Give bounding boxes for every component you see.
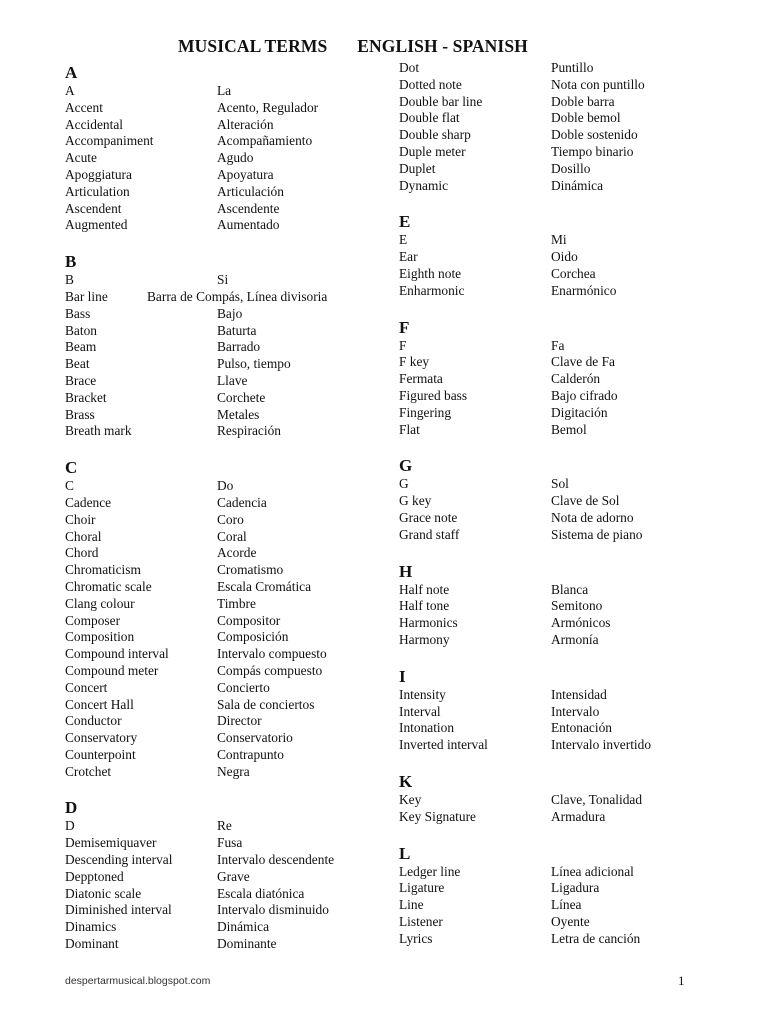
section-letter: A bbox=[65, 63, 78, 82]
english-term: D bbox=[65, 818, 75, 834]
spanish-term: Compás compuesto bbox=[217, 662, 323, 678]
term-row bbox=[399, 266, 729, 283]
spanish-term: Intervalo disminuido bbox=[217, 902, 329, 918]
spanish-term: Armonía bbox=[551, 631, 599, 647]
english-term: Harmony bbox=[399, 631, 450, 647]
term-row bbox=[399, 704, 729, 721]
english-term: Choir bbox=[65, 511, 96, 527]
spanish-term: Articulación bbox=[217, 183, 284, 199]
term-row bbox=[65, 764, 375, 781]
english-term: Dotted note bbox=[399, 76, 462, 92]
term-row bbox=[399, 77, 729, 94]
spanish-term: Acompañamiento bbox=[217, 133, 313, 149]
english-term: Flat bbox=[399, 421, 420, 437]
spanish-term: Timbre bbox=[217, 595, 256, 611]
spanish-term: Dominante bbox=[217, 936, 277, 952]
section-letter: C bbox=[65, 458, 78, 478]
english-term: Cadence bbox=[65, 494, 112, 510]
term-row bbox=[399, 598, 729, 615]
term-row bbox=[65, 852, 375, 869]
section-l bbox=[399, 844, 729, 948]
spanish-term: Dosillo bbox=[551, 160, 591, 176]
english-term: Concert Hall bbox=[65, 696, 134, 712]
english-term: G key bbox=[399, 493, 432, 509]
term-row bbox=[65, 100, 375, 117]
english-term: Composer bbox=[65, 612, 121, 628]
term-row bbox=[399, 60, 729, 77]
english-term: Articulation bbox=[65, 183, 130, 199]
term-row bbox=[65, 680, 375, 697]
spanish-term: Armónicos bbox=[551, 615, 611, 631]
term-row bbox=[399, 110, 729, 127]
term-row bbox=[399, 931, 729, 948]
english-term: Accompaniment bbox=[65, 133, 154, 149]
spanish-term: Digitación bbox=[551, 404, 608, 420]
spanish-term: Armadura bbox=[551, 808, 606, 824]
spanish-term: Coral bbox=[217, 528, 247, 544]
term-row bbox=[399, 405, 729, 422]
term-row bbox=[399, 476, 729, 493]
term-row bbox=[399, 94, 729, 111]
spanish-term: Apoyatura bbox=[217, 166, 274, 182]
term-row bbox=[65, 818, 375, 835]
spanish-term: Baturta bbox=[217, 322, 257, 338]
term-row bbox=[399, 737, 729, 754]
term-row bbox=[65, 323, 375, 340]
spanish-term: Nota con puntillo bbox=[551, 76, 645, 92]
term-row bbox=[399, 232, 729, 249]
english-term: Figured bass bbox=[399, 387, 468, 403]
spanish-term: Llave bbox=[217, 372, 248, 388]
english-term: Eighth note bbox=[399, 265, 462, 281]
term-row bbox=[65, 697, 375, 714]
english-term: B bbox=[65, 272, 74, 288]
spanish-term: Letra de canción bbox=[551, 930, 641, 946]
english-term: Dominant bbox=[65, 936, 119, 952]
english-term: Accent bbox=[65, 99, 103, 115]
term-row bbox=[65, 613, 375, 630]
term-row bbox=[65, 407, 375, 424]
term-row bbox=[65, 579, 375, 596]
english-term: Counterpoint bbox=[65, 746, 136, 762]
spanish-term: Línea adicional bbox=[551, 863, 634, 879]
term-row bbox=[65, 83, 375, 100]
spanish-term: Doble bemol bbox=[551, 110, 621, 126]
page-number: 1 bbox=[678, 973, 685, 988]
english-term: Dot bbox=[399, 60, 420, 75]
english-term: Listener bbox=[399, 913, 443, 929]
spanish-term: Director bbox=[217, 713, 262, 729]
english-term: Line bbox=[399, 897, 424, 913]
section-d bbox=[65, 798, 375, 952]
english-term: G bbox=[399, 476, 409, 492]
term-row bbox=[65, 423, 375, 440]
section-i bbox=[399, 667, 729, 754]
english-term: F bbox=[399, 337, 407, 353]
section-letter: E bbox=[399, 212, 411, 232]
spanish-term: Concierto bbox=[217, 679, 270, 695]
term-row bbox=[65, 117, 375, 134]
term-row bbox=[65, 373, 375, 390]
english-term: Double flat bbox=[399, 110, 460, 126]
spanish-term: Dinámica bbox=[217, 919, 270, 935]
spanish-term: Ligadura bbox=[551, 880, 600, 896]
spanish-term: Ascendente bbox=[217, 200, 280, 216]
term-row bbox=[65, 339, 375, 356]
english-term: Key Signature bbox=[399, 808, 476, 824]
term-row bbox=[399, 792, 729, 809]
section-b bbox=[65, 252, 375, 440]
term-row bbox=[65, 629, 375, 646]
english-term: Grand staff bbox=[399, 526, 460, 542]
spanish-term: Cromatismo bbox=[217, 562, 284, 578]
english-term: Concert bbox=[65, 679, 108, 695]
spanish-term: Enarmónico bbox=[551, 282, 617, 298]
english-term: Fermata bbox=[399, 371, 443, 387]
term-row bbox=[65, 646, 375, 663]
term-row bbox=[65, 356, 375, 373]
english-term: Diminished interval bbox=[65, 902, 172, 918]
english-term: Brace bbox=[65, 372, 97, 388]
term-row bbox=[65, 201, 375, 218]
term-row bbox=[65, 217, 375, 234]
spanish-term: Corchea bbox=[551, 265, 596, 281]
spanish-term: Bajo bbox=[217, 305, 243, 321]
english-term: Dinamics bbox=[65, 919, 117, 935]
english-term: Chromaticism bbox=[65, 562, 141, 578]
english-term: Bracket bbox=[65, 389, 107, 405]
spanish-term: Blanca bbox=[551, 581, 589, 597]
english-term: Compound interval bbox=[65, 646, 169, 662]
english-term: Duplet bbox=[399, 160, 436, 176]
term-row bbox=[399, 283, 729, 300]
english-term: Acute bbox=[65, 150, 97, 166]
section-letter: B bbox=[65, 252, 77, 272]
spanish-term: Doble sostenido bbox=[551, 127, 638, 143]
spanish-term: Tiempo binario bbox=[551, 143, 634, 159]
term-row bbox=[399, 864, 729, 881]
spanish-term: Respiración bbox=[217, 423, 281, 439]
term-row bbox=[65, 167, 375, 184]
spanish-term: Mi bbox=[551, 232, 567, 248]
spanish-term: Pulso, tiempo bbox=[217, 356, 291, 372]
term-row bbox=[399, 422, 729, 439]
section-letter: I bbox=[399, 666, 406, 686]
spanish-term: Clave de Fa bbox=[551, 354, 615, 370]
right-column bbox=[399, 60, 729, 947]
term-row bbox=[399, 388, 729, 405]
english-term: Apoggiatura bbox=[65, 166, 132, 182]
spanish-term: Fusa bbox=[217, 835, 243, 851]
spanish-term: Intensidad bbox=[551, 686, 607, 702]
term-row bbox=[399, 178, 729, 195]
spanish-term: Sistema de piano bbox=[551, 526, 643, 542]
term-row bbox=[65, 133, 375, 150]
term-row bbox=[65, 289, 375, 306]
term-row bbox=[65, 919, 375, 936]
english-term: Interval bbox=[399, 703, 441, 719]
english-term: Bar line bbox=[65, 288, 108, 304]
spanish-term: Contrapunto bbox=[217, 746, 284, 762]
section-letter: G bbox=[399, 456, 413, 476]
english-term: Double bar line bbox=[399, 93, 483, 109]
spanish-term: Bajo cifrado bbox=[551, 387, 618, 403]
english-term: A bbox=[65, 83, 75, 98]
english-term: Double sharp bbox=[399, 127, 471, 143]
english-term: Intensity bbox=[399, 686, 446, 702]
spanish-term: Intervalo invertido bbox=[551, 737, 652, 753]
term-row bbox=[65, 272, 375, 289]
english-term: Enharmonic bbox=[399, 282, 465, 298]
left-column bbox=[65, 60, 375, 953]
english-term: Ligature bbox=[399, 880, 445, 896]
english-term: Depptoned bbox=[65, 868, 124, 884]
section-h bbox=[399, 562, 729, 649]
term-row bbox=[65, 713, 375, 730]
spanish-term: Escala Cromática bbox=[217, 578, 312, 594]
english-term: Descending interval bbox=[65, 852, 173, 868]
english-term: Composition bbox=[65, 629, 135, 645]
english-term: Intonation bbox=[399, 720, 455, 736]
spanish-term: Acorde bbox=[217, 545, 257, 561]
term-row bbox=[65, 835, 375, 852]
english-term: Baton bbox=[65, 322, 97, 338]
term-row bbox=[65, 184, 375, 201]
spanish-term: Composición bbox=[217, 629, 289, 645]
term-row bbox=[399, 720, 729, 737]
spanish-term: Alteración bbox=[217, 116, 274, 132]
section-letter: F bbox=[399, 317, 410, 337]
term-row bbox=[399, 510, 729, 527]
spanish-term: Acento, Regulador bbox=[217, 99, 319, 115]
term-row bbox=[65, 886, 375, 903]
english-term: Duple meter bbox=[399, 143, 466, 159]
spanish-term: Oyente bbox=[551, 913, 590, 929]
term-row bbox=[65, 730, 375, 747]
spanish-term: Barra de Compás, Línea divisoria bbox=[147, 288, 328, 304]
term-row bbox=[399, 880, 729, 897]
spanish-term: Barrado bbox=[217, 339, 261, 355]
term-row bbox=[399, 144, 729, 161]
english-term: Breath mark bbox=[65, 423, 132, 439]
section-e bbox=[399, 212, 729, 299]
section-letter: L bbox=[399, 843, 411, 863]
spanish-term: Conservatorio bbox=[217, 730, 293, 746]
spanish-term: Cadencia bbox=[217, 494, 267, 510]
section-letter: D bbox=[65, 798, 78, 818]
term-row bbox=[65, 545, 375, 562]
spanish-term: Coro bbox=[217, 511, 244, 527]
english-term: Ascendent bbox=[65, 200, 122, 216]
english-term: Crotchet bbox=[65, 763, 112, 779]
spanish-term: Oido bbox=[551, 249, 578, 265]
english-term: Fingering bbox=[399, 404, 452, 420]
footer-website: despertarmusical.blogspot.com bbox=[65, 975, 211, 987]
english-term: Choral bbox=[65, 528, 102, 544]
spanish-term: Bemol bbox=[551, 421, 587, 437]
english-term: Clang colour bbox=[65, 595, 135, 611]
term-row bbox=[65, 495, 375, 512]
term-row bbox=[399, 371, 729, 388]
spanish-term: Puntillo bbox=[551, 60, 594, 75]
spanish-term: Aumentado bbox=[217, 217, 280, 233]
section-k bbox=[399, 772, 729, 826]
term-row bbox=[399, 527, 729, 544]
spanish-term: Doble barra bbox=[551, 93, 615, 109]
spanish-term: Línea bbox=[551, 897, 582, 913]
spanish-term: Semitono bbox=[551, 598, 603, 614]
spanish-term: Calderón bbox=[551, 371, 601, 387]
english-term: Accidental bbox=[65, 116, 123, 132]
english-term: Conservatory bbox=[65, 730, 138, 746]
spanish-term: Sala de conciertos bbox=[217, 696, 315, 712]
english-term: Augmented bbox=[65, 217, 128, 233]
spanish-term: Dinámica bbox=[551, 177, 604, 193]
spanish-term: Si bbox=[217, 272, 229, 288]
section-f bbox=[399, 318, 729, 439]
spanish-term: La bbox=[217, 83, 232, 98]
english-term: Brass bbox=[65, 406, 95, 422]
spanish-term: Entonación bbox=[551, 720, 612, 736]
english-term: Beat bbox=[65, 356, 90, 372]
section-letter: H bbox=[399, 561, 413, 581]
english-term: Chord bbox=[65, 545, 99, 561]
term-row bbox=[399, 687, 729, 704]
english-term: Compound meter bbox=[65, 662, 159, 678]
english-term: Bass bbox=[65, 305, 91, 321]
english-term: Harmonics bbox=[399, 615, 458, 631]
term-row bbox=[399, 354, 729, 371]
english-term: Ear bbox=[399, 249, 418, 265]
term-row bbox=[399, 632, 729, 649]
english-term: E bbox=[399, 232, 408, 248]
term-row bbox=[65, 562, 375, 579]
english-term: Dynamic bbox=[399, 177, 449, 193]
section-g bbox=[399, 456, 729, 543]
spanish-term: Re bbox=[217, 818, 232, 834]
term-row bbox=[65, 529, 375, 546]
term-row bbox=[399, 809, 729, 826]
term-row bbox=[399, 615, 729, 632]
term-row bbox=[65, 663, 375, 680]
english-term: C bbox=[65, 478, 74, 494]
english-term: Ledger line bbox=[399, 863, 461, 879]
term-row bbox=[399, 161, 729, 178]
section-a bbox=[65, 63, 375, 234]
english-term: Inverted interval bbox=[399, 737, 488, 753]
english-term: Half tone bbox=[399, 598, 450, 614]
term-row bbox=[399, 127, 729, 144]
term-row bbox=[65, 512, 375, 529]
english-term: Diatonic scale bbox=[65, 885, 142, 901]
term-row bbox=[65, 390, 375, 407]
term-row bbox=[399, 582, 729, 599]
term-row bbox=[65, 306, 375, 323]
spanish-term: Intervalo compuesto bbox=[217, 646, 327, 662]
english-term: Conductor bbox=[65, 713, 122, 729]
spanish-term: Metales bbox=[217, 406, 260, 422]
term-row bbox=[65, 596, 375, 613]
section-letter: K bbox=[399, 771, 413, 791]
term-row bbox=[399, 914, 729, 931]
spanish-term: Nota de adorno bbox=[551, 509, 634, 525]
term-row bbox=[65, 478, 375, 495]
spanish-term: Clave, Tonalidad bbox=[551, 791, 643, 807]
term-row bbox=[65, 936, 375, 953]
term-row bbox=[399, 493, 729, 510]
term-row bbox=[65, 869, 375, 886]
english-term: Lyrics bbox=[399, 930, 433, 946]
spanish-term: Intervalo descendente bbox=[217, 852, 335, 868]
english-term: Chromatic scale bbox=[65, 578, 152, 594]
spanish-term: Grave bbox=[217, 868, 250, 884]
spanish-term: Agudo bbox=[217, 150, 254, 166]
section-c bbox=[65, 458, 375, 780]
term-row bbox=[399, 338, 729, 355]
term-row bbox=[399, 249, 729, 266]
spanish-term: Clave de Sol bbox=[551, 493, 620, 509]
term-row bbox=[65, 902, 375, 919]
spanish-term: Negra bbox=[217, 763, 250, 779]
spanish-term: Sol bbox=[551, 476, 569, 492]
english-term: Half note bbox=[399, 581, 450, 597]
english-term: Beam bbox=[65, 339, 97, 355]
english-term: Demisemiquaver bbox=[65, 835, 157, 851]
term-row bbox=[65, 747, 375, 764]
title-english-spanish: ENGLISH - SPANISH bbox=[357, 36, 528, 56]
section-continued bbox=[399, 60, 729, 194]
spanish-term: Compositor bbox=[217, 612, 281, 628]
spanish-term: Intervalo bbox=[551, 703, 600, 719]
spanish-term: Escala diatónica bbox=[217, 885, 305, 901]
term-row bbox=[399, 897, 729, 914]
term-row bbox=[65, 150, 375, 167]
spanish-term: Fa bbox=[551, 337, 565, 353]
english-term: F key bbox=[399, 354, 430, 370]
spanish-term: Do bbox=[217, 478, 234, 494]
english-term: Grace note bbox=[399, 509, 458, 525]
title-musical-terms: MUSICAL TERMS bbox=[178, 36, 328, 56]
spanish-term: Corchete bbox=[217, 389, 266, 405]
english-term: Key bbox=[399, 791, 422, 807]
page-title bbox=[178, 36, 528, 57]
